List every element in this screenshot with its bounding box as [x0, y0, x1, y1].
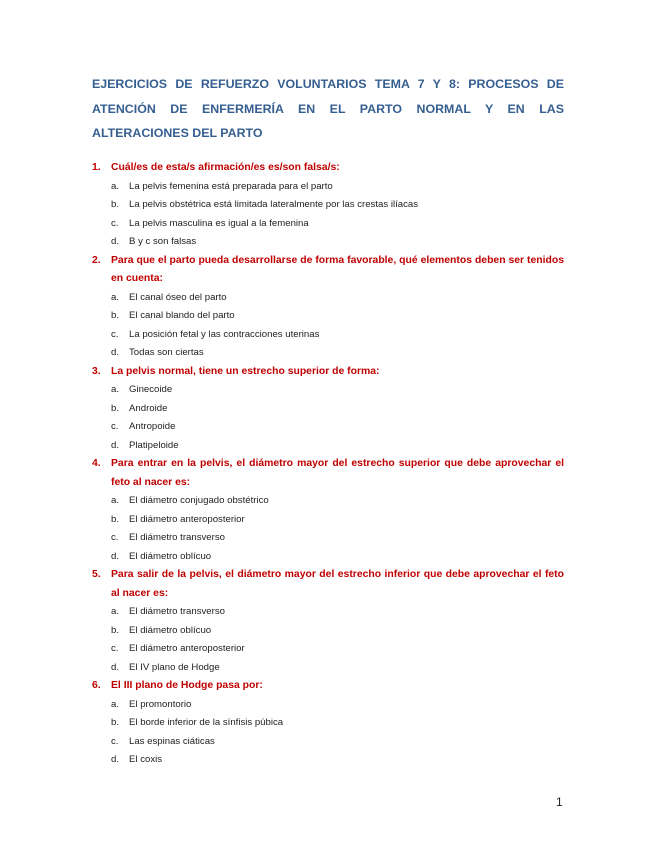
option-c	[92, 529, 564, 548]
option-b	[92, 307, 564, 326]
question-1	[92, 159, 564, 252]
option-letter: d.	[111, 754, 120, 765]
option-a	[92, 381, 564, 400]
question-text: Para salir de la pelvis, el diámetro mayor del estrecho inferior que debe aprovechar el feto al nacer es:	[111, 569, 564, 599]
option-text: El diámetro transverso	[129, 532, 225, 543]
option-d	[92, 233, 564, 252]
option-d	[92, 751, 564, 770]
option-b	[92, 714, 564, 733]
option-letter: a.	[111, 384, 120, 395]
option-c	[92, 326, 564, 345]
option-letter: a.	[111, 291, 120, 303]
option-b	[92, 622, 564, 641]
option-text: La posición fetal y las contracciones uterinas	[129, 328, 320, 340]
page-number: 1	[556, 795, 563, 809]
option-text: Todas son ciertas	[129, 347, 204, 358]
option-d	[92, 344, 564, 363]
option-letter: d.	[111, 236, 120, 247]
option-letter: a.	[111, 495, 120, 506]
option-letter: b.	[111, 402, 120, 414]
question-header	[92, 677, 564, 696]
question-number: 1.	[92, 162, 101, 173]
question-number: 4.	[92, 458, 101, 469]
option-letter: c.	[111, 735, 119, 747]
option-c	[92, 733, 564, 752]
option-text: El borde inferior de la sínfisis púbica	[129, 717, 284, 728]
option-text: El IV plano de Hodge	[129, 661, 220, 673]
option-text: El canal blando del parto	[129, 310, 235, 321]
option-list	[92, 492, 564, 566]
option-d	[92, 437, 564, 456]
option-letter: b.	[111, 199, 120, 210]
option-text: El canal óseo del parto	[129, 291, 227, 303]
option-letter: d.	[111, 550, 120, 562]
option-text: B y c son falsas	[129, 236, 197, 247]
option-letter: c.	[111, 217, 119, 229]
option-text: La pelvis femenina está preparada para el parto	[129, 180, 333, 192]
option-letter: c.	[111, 532, 119, 543]
question-header	[92, 252, 564, 289]
question-text: Cuál/es de esta/s afirmación/es es/son falsa/s:	[111, 162, 340, 173]
option-list	[92, 178, 564, 252]
question-header	[92, 159, 564, 178]
option-letter: d.	[111, 439, 120, 451]
option-letter: b.	[111, 310, 120, 321]
document-title: EJERCICIOS DE REFUERZO VOLUNTARIOS TEMA 7 Y 8: PROCESOS DE ATENCIÓN DE ENFERMERÍA EN EL PARTO NORMAL Y EN LAS ALTERACIONES DEL PARTO	[92, 77, 564, 140]
option-a	[92, 178, 564, 197]
option-text: La pelvis masculina es igual a la femenina	[129, 217, 309, 229]
option-list	[92, 381, 564, 455]
option-letter: c.	[111, 421, 119, 432]
option-text: El promontorio	[129, 698, 192, 710]
option-letter: a.	[111, 180, 120, 192]
option-text: El coxis	[129, 754, 163, 765]
option-c	[92, 418, 564, 437]
option-letter: d.	[111, 347, 120, 358]
question-3	[92, 363, 564, 456]
option-a	[92, 492, 564, 511]
option-b	[92, 400, 564, 419]
option-b	[92, 196, 564, 215]
question-number: 6.	[92, 680, 101, 691]
option-letter: a.	[111, 606, 120, 617]
question-5	[92, 566, 564, 677]
option-d	[92, 548, 564, 567]
option-text: El diámetro oblícuo	[129, 550, 212, 562]
option-letter: b.	[111, 513, 120, 525]
question-text: El III plano de Hodge pasa por:	[111, 680, 263, 691]
option-text: La pelvis obstétrica está limitada lateralmente por las crestas ilíacas	[129, 199, 419, 210]
question-number: 3.	[92, 365, 101, 377]
question-header	[92, 566, 564, 603]
option-text: El diámetro transverso	[129, 606, 225, 617]
option-letter: c.	[111, 328, 119, 340]
option-letter: a.	[111, 698, 120, 710]
option-letter: b.	[111, 717, 120, 728]
question-text: La pelvis normal, tiene un estrecho superior de forma:	[111, 365, 380, 377]
option-text: El diámetro conjugado obstétrico	[129, 495, 269, 506]
option-a	[92, 603, 564, 622]
question-text: Para que el parto pueda desarrollarse de forma favorable, qué elementos deben ser tenidos en cuenta:	[111, 254, 564, 284]
question-2	[92, 252, 564, 363]
option-c	[92, 640, 564, 659]
option-list	[92, 289, 564, 363]
question-header	[92, 455, 564, 492]
option-text: El diámetro anteroposterior	[129, 643, 245, 654]
question-6	[92, 677, 564, 770]
option-letter: b.	[111, 624, 120, 636]
option-text: Las espinas ciáticas	[129, 735, 215, 747]
option-b	[92, 511, 564, 530]
option-text: Androide	[129, 402, 168, 414]
option-letter: d.	[111, 661, 120, 673]
question-header	[92, 363, 564, 382]
option-letter: c.	[111, 643, 119, 654]
question-4	[92, 455, 564, 566]
option-text: El diámetro oblícuo	[129, 624, 212, 636]
option-list	[92, 603, 564, 677]
option-d	[92, 659, 564, 678]
option-text: Platipeloide	[129, 439, 179, 451]
question-number: 5.	[92, 569, 101, 580]
option-text: Antropoide	[129, 421, 176, 432]
option-list	[92, 696, 564, 770]
question-text: Para entrar en la pelvis, el diámetro mayor del estrecho superior que debe aprovechar el feto al nacer es:	[111, 458, 564, 488]
option-text: Ginecoide	[129, 384, 173, 395]
question-number: 2.	[92, 254, 101, 266]
option-a	[92, 696, 564, 715]
option-a	[92, 289, 564, 308]
option-text: El diámetro anteroposterior	[129, 513, 245, 525]
option-c	[92, 215, 564, 234]
question-list	[92, 159, 564, 770]
